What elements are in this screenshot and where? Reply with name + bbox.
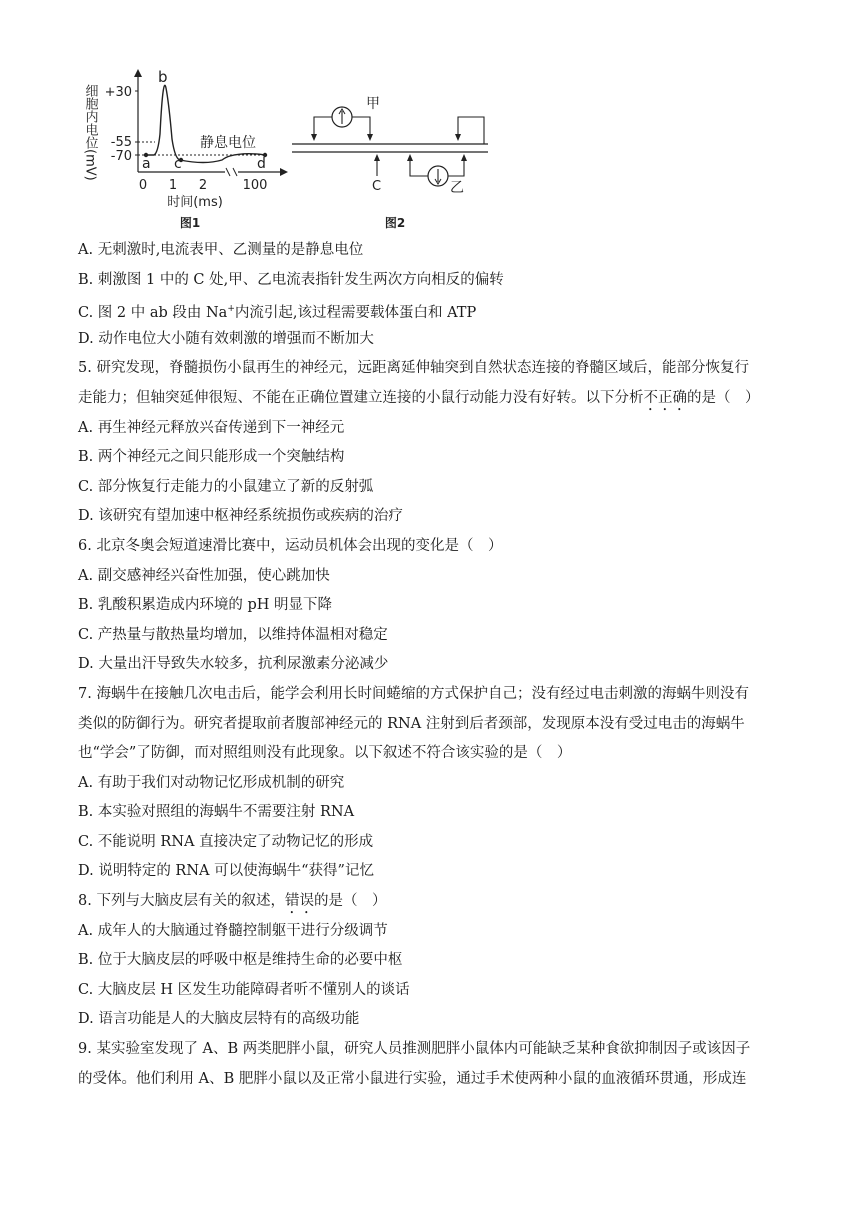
fig1-xtick-2: 2: [198, 178, 208, 193]
option-7a: A. 有助于我们对动物记忆形成机制的研究: [78, 774, 345, 791]
fig1-xtick-1: 1: [168, 178, 178, 193]
question-9-stem: 9. 某实验室发现了 A、B 两类肥胖小鼠，研究人员推测肥胖小鼠体内可能缺乏某种食欲抑制因子或该因子: [78, 1041, 751, 1058]
option-5c: C. 部分恢复行走能力的小鼠建立了新的反射弧: [78, 478, 374, 495]
question-7-stem: 7. 海蜗牛在接触几次电击后，能学会利用长时间蜷缩的方式保护自己；没有经过电击刺激的海蜗牛则没有: [78, 685, 749, 702]
option-8d: D. 语言功能是人的大脑皮层特有的高级功能: [78, 1011, 360, 1028]
fig1-caption: 图1: [179, 216, 201, 230]
fig1-ytick-1: +30: [104, 85, 132, 100]
fig1-xtick-3: 100: [242, 178, 268, 193]
figure-2: [292, 96, 488, 230]
option-7b: B. 本实验对照组的海蜗牛不需要注射 RNA: [78, 804, 355, 821]
question-text: [78, 236, 798, 1094]
option-5d: D. 该研究有望加速中枢神经系统损伤或疾病的治疗: [78, 508, 403, 525]
question-5-stem-2: 走能力；但轴突延伸很短、不能在正确位置建立连接的小鼠行动能力没有好转。以下分析不正确的是（ ）: [78, 389, 760, 406]
question-7-stem-2: 类似的防御行为。研究者提取前者腹部神经元的 RNA 注射到后者颈部，发现原本没有受过电击的海蜗牛: [78, 715, 745, 732]
question-7-stem-3: 也“学会”了防御，而对照组则没有此现象。以下叙述不符合该实验的是（ ）: [78, 745, 572, 762]
figure-svg: [80, 64, 510, 236]
fig2-caption: 图2: [384, 216, 406, 230]
fig1-ytick-3: -70: [110, 149, 132, 164]
fig1-x-arrow: [280, 168, 288, 176]
option-5a: A. 再生神经元释放兴奋传递到下一神经元: [78, 419, 345, 436]
fig1-point-d: d: [257, 156, 266, 172]
question-6-stem: 6. 北京冬奥会短道速滑比赛中，运动员机体会出现的变化是（ ）: [78, 537, 503, 554]
fig2-meter-a-label: 甲: [366, 96, 380, 112]
option-4a: A. 无刺激时,电流表甲、乙测量的是静息电位: [78, 242, 364, 258]
fig1-xtick-0: 0: [138, 178, 148, 193]
figure-1: [83, 68, 289, 230]
fig1-axis-break-1: [226, 168, 230, 176]
fig1-y-arrow: [134, 69, 142, 77]
fig2-meter-b-label: 乙: [450, 180, 464, 196]
figures: [80, 64, 510, 236]
option-4b: B. 刺激图 1 中的 C 处,甲、乙电流表指针发生两次方向相反的偏转: [78, 271, 504, 288]
option-8c: C. 大脑皮层 H 区发生功能障碍者听不懂别人的谈话: [78, 981, 410, 998]
option-8a: A. 成年人的大脑通过脊髓控制躯干进行分级调节: [78, 922, 388, 939]
fig1-point-b: b: [158, 68, 168, 86]
fig1-axis-break-2: [233, 168, 237, 176]
option-7d: D. 说明特定的 RNA 可以使海蜗牛“获得”记忆: [78, 863, 374, 880]
question-9-stem-2: 的受体。他们利用 A、B 肥胖小鼠以及正常小鼠进行实验，通过手术使两种小鼠的血液循环贯通，形成连: [78, 1070, 747, 1087]
option-6d: D. 大量出汗导致失水较多，抗利尿激素分泌减少: [78, 656, 389, 673]
question-8-stem: 8. 下列与大脑皮层有关的叙述，错误的是（ ）: [78, 893, 387, 910]
option-5b: B. 两个神经元之间只能形成一个突触结构: [78, 449, 345, 466]
fig1-annotation: 静息电位: [200, 135, 256, 151]
fig1-ylabel: 细胞内电位(mV): [82, 84, 98, 181]
option-6a: A. 副交感神经兴奋性加强，使心跳加快: [78, 567, 330, 584]
fig1-point-a: a: [142, 156, 151, 172]
fig2-point-c: C: [372, 179, 382, 194]
option-6c: C. 产热量与散热量均增加，以维持体温相对稳定: [78, 626, 388, 643]
option-7c: C. 不能说明 RNA 直接决定了动物记忆的形成: [78, 833, 374, 850]
fig1-ytick-2: -55: [110, 135, 132, 150]
fig1-xlabel: 时间(ms): [167, 195, 223, 210]
option-4d: D. 动作电位大小随有效刺激的增强而不断加大: [78, 330, 374, 347]
option-8b: B. 位于大脑皮层的呼吸中枢是维持生命的必要中枢: [78, 952, 403, 969]
fig1-point-c: c: [174, 156, 182, 172]
option-4c: C. 图 2 中 ab 段由 Na+内流引起,该过程需要载体蛋白和 ATP: [78, 304, 477, 322]
question-5-stem: 5. 研究发现，脊髓损伤小鼠再生的神经元，远距离延伸轴突到自然状态连接的脊髓区域后，能部分恢复行: [78, 360, 749, 377]
option-6b: B. 乳酸积累造成内环境的 pH 明显下降: [78, 597, 333, 614]
